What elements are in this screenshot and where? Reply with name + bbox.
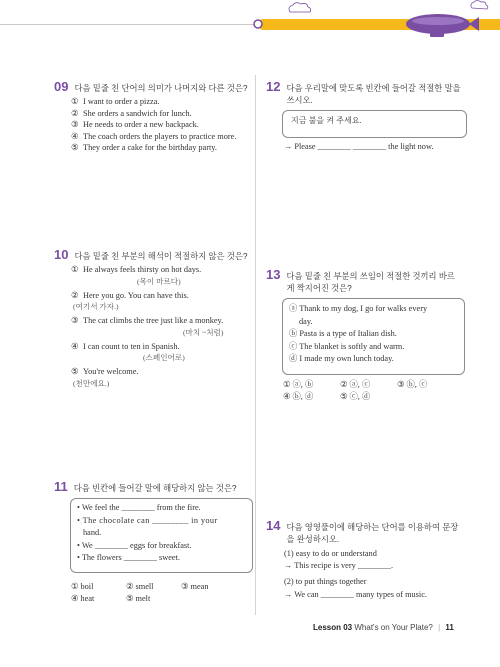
question-prompt: 다음 영영풀이에 해당하는 단어를 이용하여 문장을 완성하시오. xyxy=(286,522,459,544)
option-gloss: (천만에요.) xyxy=(73,378,110,388)
question-14 xyxy=(266,519,462,545)
choice: ④ ⓑ, ⓓ xyxy=(283,391,314,401)
definition: (1) easy to do or understand xyxy=(284,549,377,558)
question-number: 10 xyxy=(54,247,69,262)
question-prompt: 다음 밑줄 친 단어의 의미가 나머지와 다른 것은? xyxy=(74,83,248,93)
question-12 xyxy=(266,80,461,106)
option: ⑤ They order a cake for the birthday party. xyxy=(71,143,217,153)
choice: ③ mean xyxy=(181,582,209,591)
option: ③ He needs to order a new backpack. xyxy=(71,120,199,130)
box-line: • The chocolate can ________ in your xyxy=(77,515,218,525)
option-gloss: (마치 ~처럼) xyxy=(183,327,224,337)
choice: ① boil xyxy=(71,582,94,591)
korean-sentence: 지금 불을 켜 주세요. xyxy=(291,116,362,125)
box-line: ⓑ Pasta is a type of Italian dish. xyxy=(289,329,397,338)
option-gloss: (스페인어로) xyxy=(143,353,185,363)
box-line: ⓒ The blanket is softly and warm. xyxy=(289,341,405,351)
lesson-title: What's on Your Plate? xyxy=(354,623,433,632)
definition: (2) to put things together xyxy=(284,577,367,587)
option: ② She orders a sandwich for lunch. xyxy=(71,108,192,118)
option: ④ I can count to ten in Spanish. xyxy=(71,341,180,351)
choice: ③ ⓑ, ⓒ xyxy=(397,380,428,389)
box-line: • The flowers ________ sweet. xyxy=(77,553,180,562)
header-blimp-illustration xyxy=(250,0,500,50)
question-prompt: 다음 우리말에 맞도록 빈칸에 들어갈 적절한 말을 쓰시오. xyxy=(286,83,461,105)
box-line: • We ________ eggs for breakfast. xyxy=(77,540,192,550)
question-13-box xyxy=(282,298,465,375)
question-number: 11 xyxy=(54,479,68,494)
answer-line: → This recipe is very ________. xyxy=(284,561,394,571)
choice: ⑤ ⓒ, ⓓ xyxy=(340,391,371,401)
lesson-label: Lesson 03 xyxy=(313,623,353,632)
box-line: day. xyxy=(299,316,313,326)
question-10 xyxy=(54,248,252,389)
question-12-box xyxy=(282,110,467,138)
question-13 xyxy=(266,268,461,294)
column-divider xyxy=(255,75,256,615)
page-footer xyxy=(313,623,454,632)
question-prompt: 다음 밑줄 친 부분의 쓰임이 적절한 것끼리 바르게 짝지어진 것은? xyxy=(286,271,455,293)
question-14-items xyxy=(284,548,427,601)
question-11-choices xyxy=(71,581,208,605)
choice: ② smell xyxy=(126,582,154,591)
question-13-choices xyxy=(283,379,427,403)
question-12-answer: → Please ________ ________ the light now. xyxy=(284,142,434,151)
option: ⑤ You're welcome. xyxy=(71,367,139,377)
choice: ② ⓐ, ⓒ xyxy=(340,380,371,389)
question-number: 14 xyxy=(266,518,281,533)
choice: ① ⓐ, ⓑ xyxy=(283,380,314,389)
choice: ④ heat xyxy=(71,593,95,603)
option-gloss: (목이 마르다) xyxy=(137,276,181,286)
question-prompt: 다음 빈칸에 들어갈 말에 해당하지 않는 것은? xyxy=(73,483,237,493)
page-number: 11 xyxy=(445,623,454,632)
box-line: • We feel the ________ from the fire. xyxy=(77,503,201,512)
box-line: ⓐ Thank to my dog, I go for walks every xyxy=(289,304,428,313)
option-gloss: (여기서 가자.) xyxy=(73,302,119,312)
box-line: hand. xyxy=(83,528,102,537)
question-11 xyxy=(54,480,252,494)
option: ① I want to order a pizza. xyxy=(71,97,160,106)
option: ③ The cat climbs the tree just like a monkey. xyxy=(71,316,224,326)
option: ① He always feels thirsty on hot days. xyxy=(71,265,202,274)
option: ④ The coach orders the players to practice more. xyxy=(71,131,237,141)
box-line: ⓓ I made my own lunch today. xyxy=(289,354,394,363)
question-9 xyxy=(54,80,254,154)
question-11-box xyxy=(70,498,253,573)
question-number: 12 xyxy=(266,79,281,94)
question-prompt: 다음 밑줄 친 부분의 해석이 적절하지 않은 것은? xyxy=(74,251,248,261)
question-number: 13 xyxy=(266,267,281,282)
footer-separator: | xyxy=(438,623,441,632)
question-number: 09 xyxy=(54,79,69,94)
answer-line: → We can ________ many types of music. xyxy=(284,589,427,599)
choice: ⑤ melt xyxy=(126,593,151,603)
option: ② Here you go. You can have this. xyxy=(71,290,189,300)
header-rule xyxy=(0,24,262,25)
